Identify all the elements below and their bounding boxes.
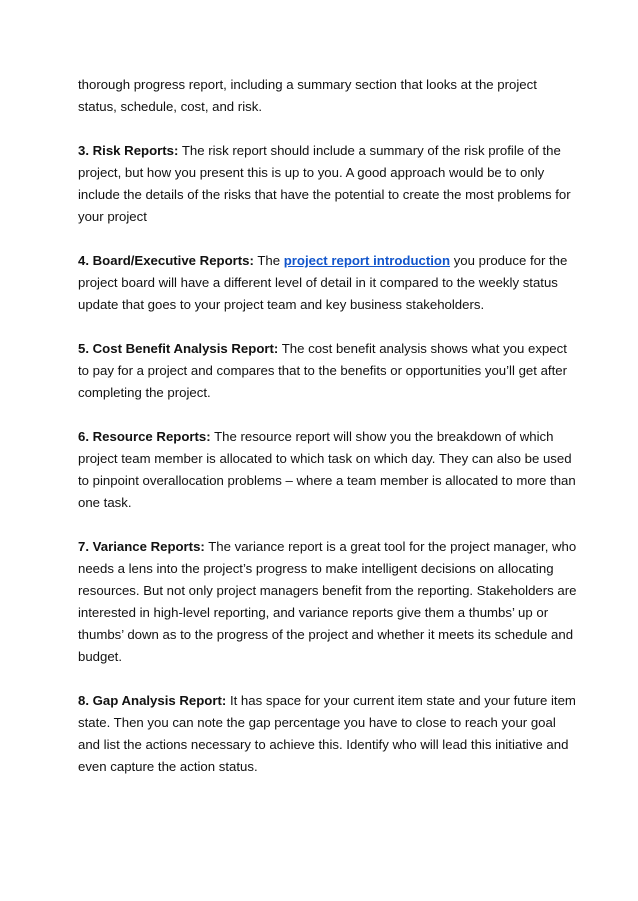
section-body: It has space for your current item state and your future item state. Then you can note the gap percentage you have to close to reach your goal and list the actions necessary to achieve this. Identify who will lead this initiative and even capture the action status. <box>78 693 576 774</box>
document-body <box>78 74 578 778</box>
section-heading: 8. Gap Analysis Report: <box>78 693 227 708</box>
section-body: The risk report should include a summary of the risk profile of the project, but how you present this is up to you. A good approach would be to only include the details of the risks that have the potential to create the most problems for your project <box>78 143 571 224</box>
section-resource-reports <box>78 426 578 514</box>
section-heading: 5. Cost Benefit Analysis Report: <box>78 341 279 356</box>
section-gap-analysis-report <box>78 690 578 778</box>
intro-paragraph <box>78 74 578 118</box>
section-body-before-link: The <box>253 253 284 268</box>
section-heading: 4. Board/Executive Reports: <box>78 253 254 268</box>
section-body: The resource report will show you the breakdown of which project team member is allocated to which task on which day. They can also be used to pinpoint overallocation problems – where a team member is allocated to more than one task. <box>78 429 576 510</box>
section-variance-reports <box>78 536 578 668</box>
section-heading: 7. Variance Reports: <box>78 539 205 554</box>
section-heading: 6. Resource Reports: <box>78 429 211 444</box>
section-cost-benefit-analysis-report <box>78 338 578 404</box>
section-body-after-link: you produce for the project board will have a different level of detail in it compared to the weekly status update that goes to your project team and key business stakeholders. <box>78 253 568 312</box>
intro-text: thorough progress report, including a summary section that looks at the project status, schedule, cost, and risk. <box>78 77 537 114</box>
section-body: The cost benefit analysis shows what you expect to pay for a project and compares that to the benefits or opportunities you’ll get after completing the project. <box>78 341 567 400</box>
project-report-introduction-link[interactable]: project report introduction <box>283 253 451 268</box>
section-heading: 3. Risk Reports: <box>78 143 179 158</box>
section-body: The variance report is a great tool for the project manager, who needs a lens into the project’s progress to make intelligent decisions on allocating resources. But not only project managers benefit from the reporting. Stakeholders are interested in high-level reporting, and variance reports give them a thumbs’ up or thumbs’ down as to the progress of the project and whether it meets its schedule and budget. <box>78 539 577 664</box>
section-risk-reports <box>78 140 578 228</box>
section-board-executive-reports <box>78 250 578 316</box>
